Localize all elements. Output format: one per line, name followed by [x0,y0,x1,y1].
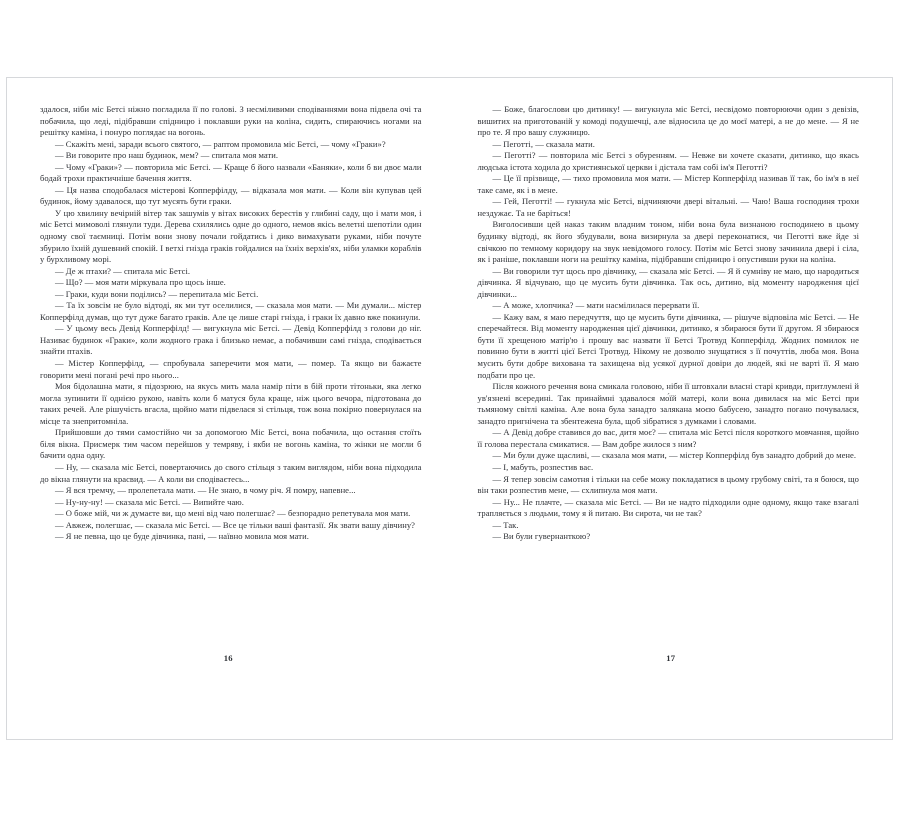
paragraph: — Кажу вам, я маю передчуття, що це мусить бути дівчинка, — рішуче відповіла міс Бетсі. — Не сперечайтеся. Від моменту народження цієї дівчинки, дитинко, я збираюся бути її другом. Я збираюся бути її хрещеною матір'ю і прошу вас назвати її Бетсі Тротвуд Копперфілд. Жодних помилок не повинно бути в житті цієї Бетсі Тротвуд. Нікому не дозволю знущатися з її почуттів, люба моя. Вона мусить бути добре вихована та захищена від усякої дурної довіри до людей, які не варті її. Я маю подбати про це. [477,311,859,380]
paragraph: — Я вся тремчу, — пролепетала мати. — Не знаю, в чому річ. Я помру, напевне... [55,485,356,496]
page-number-left: 16 [223,653,233,663]
page-number-right: 17 [666,653,676,663]
paragraph: — Гей, Пеготті! — гукнула міс Бетсі, відчиняючи двері вітальні. — Чаю! Ваша господиня трохи нездужає. Та не баріться! [477,196,859,218]
paragraph: — Ви були гувернанткою? [492,531,591,542]
right-page-text-body [478,104,860,543]
paragraph: Після кожного речення вона смикала головою, ніби її штовхали власні старі кривди, притлумлені й ув'язнені всередині. Так принаймні здавалося мо́їй матері, коли вона дивилася на міс Бетсі при тьмяному світлі каміна. Але вона була занадто залякана моєю бабусею, занадто погано почувалася, занадто пригнічена та збентежена була, щоб зібратися з думками і словами. [477,381,859,426]
book-page-right [450,78,893,739]
book-spread [6,77,893,740]
paragraph: Виголосивши цей наказ таким владним тоном, ніби вона була визнаною господинею в цьому будинку відтоді, як його збудували, вона визирнула за двері переконатися, чи Пеготті вже йде зі свічкою по темному коридору на звук невідомого голосу. Потім міс Бетсі знову зачинила двері і сіла, як і раніше, поклавши ноги на решітку каміна, підібравши спідницю і опустивши руки на коліна. [477,219,859,265]
paragraph: — Так. [492,519,519,530]
paragraph: — А може, хлопчика? — мати насмілилася перервати її. [492,300,700,311]
paragraph: — Чому «Граки»? — повторила міс Бетсі. — Краще б його назвали «Баняки», коли б ви двоє мали бодай трохи практичніше бачення життя. [40,161,422,184]
paragraph: здалося, ніби міс Бетсі ніжно погладила її по голові. З несміливими сподіваннями вона підвела очі та побачила, що леді, підібравши спідницю і поклавши руки на коліна, сидить, спираючись ногами на решітку каміна, і понуро поглядає на вогонь. [40,104,422,138]
paragraph: — Я тепер зовсім самотня і тільки на себе можу покладатися в цьому грубому світі, та я боюся, що він таки розпестив мене, — схлипнула моя мати. [477,473,859,496]
paragraph: — Ну-ну-ну! — сказала міс Бетсі. — Випийте чаю. [55,496,244,507]
paragraph: — Ця назва сподобалася містерові Копперфілду, — відказала моя мати. — Коли він купував цей будинок, йому здавалося, що тут мусять бути граки. [40,184,422,207]
paragraph: — Скажіть мені, заради всього святого, — раптом промовила міс Бетсі, — чому «Граки»? [55,138,386,149]
paragraph: — Авжеж, полегшає, — сказала міс Бетсі. — Все це тільки ваші фантазії. Як звати вашу дівчину? [55,519,415,530]
paragraph: — Що? — моя мати міркувала про щось інше. [55,277,226,288]
paragraph: У цю хвилину вечірній вітер так зашумів у вітах високих берестів у глибині саду, що і мати моя, і міс Бетсі мимоволі глянули туди. Дерева схилялись одне до одного, немов якісь велетні шепотіли один одному свої таємниці. Потім вони знову почали гойдатись і дико вимахувати руками, ніби почуте збурило їхній душевний спокій. І ветхі гнізда граків гойдалися на їхніх верхів'ях, ніби уламки кораблів у бурхливому морі. [40,207,422,265]
paragraph: — Та їх зовсім не було відтоді, як ми тут оселилися, — сказала моя мати. — Ми думали... містер Копперфілд думав, що тут дуже багато граків. Але це лише старі гнізда, і граки їх давно вже покинули. [40,300,422,322]
paragraph: — Пеготті, — сказала мати. [492,138,595,149]
paragraph: — Боже, благослови цю дитинку! — вигукнула міс Бетсі, несвідомо повторюючи один з девізів, вишитих на приготованій у комоді подушечці, але відносила це до моєї матері, а не до мене. — Я не про те. Я про вашу служницю. [477,104,859,138]
paragraph: — Ну... Не плачте, — сказала міс Бетсі. — Ви не надто підходили одне одному, якщо таке взагалі трапляється з людьми, тому я й питаю. Ви сирота, чи не так? [477,496,859,519]
paragraph: — Граки, куди вони поділись? — перепитала міс Бетсі. [55,288,259,299]
paragraph: — Я не певна, що це буде дівчинка, пані, — наївно мовила моя мати. [55,531,309,542]
book-page-left [7,78,450,739]
paragraph: — А Девід добре ставився до вас, дитя моє? — спитала міс Бетсі після короткого мовчання, щойно її голова перестала смикатися. — Вам добре жилося з ним? [477,427,859,449]
paragraph: Моя бідолашна мати, я підозрюю, на якусь мить мала намір піти в бій проти тітоньки, яка легко могла зупинити її однією рукою, навіть коли б матуся була краще, ніж цього вечора, підготована до таких речей. Але рішучість вгасла, щойно мати підвелася зі стільця, тож вона покірно повернулася на місце та знепритомніла. [40,381,422,426]
left-page-text-body [40,104,422,543]
paragraph: — Ви говорите про наш будинок, мем? — спитала моя мати. [55,150,279,161]
paragraph: — Містер Копперфілд, — спробувала заперечити моя мати, — помер. Та якщо ви бажаєте говорити мені погані речі про нього... [40,358,422,380]
paragraph: — Ми були дуже щасливі, — сказала моя мати, — містер Копперфілд був занадто добрий до мене. [492,450,857,461]
paragraph: — О боже мій, чи ж думаєте ви, що мені від чаю полегшає? — безпорадно репетувала моя мати. [55,508,411,519]
paragraph: — Пеготті? — повторила міс Бетсі з обуренням. — Невже ви хочете сказати, дитинко, що якась людська істота ходила до християнської церкви і дістала там собі ім'я Пеготті? [477,150,859,172]
paragraph: — Ви говорили тут щось про дівчинку, — сказала міс Бетсі. — Я й сумніву не маю, що народиться дівчинка. Я відчуваю, що це мусить бути дівчинка. Так ось, дитино, від моменту народження цієї дівчинки... [477,265,859,299]
paragraph: — Ну, — сказала міс Бетсі, повертаючись до свого стільця з таким виглядом, ніби вона підходила до вікна глянути на красвид. — А коли ви сподіваєтесь... [40,461,422,484]
paragraph: — У цьому весь Девід Копперфілд! — вигукнула міс Бетсі. — Девід Копперфілд з голови до ніг. Називає будинок «Граки», коли жодного грака і близько немає, а побачивши самі гнізда, сподівається знайти птахів. [40,323,422,357]
paragraph: — І, мабуть, розпестив вас. [492,461,594,472]
paragraph: — Це її прізвище, — тихо промовила моя мати. — Містер Копперфілд називав її так, бо ім'я в неї таке саме, як і в мене. [477,173,859,195]
paragraph: — Де ж птахи? — спитала міс Бетсі. [55,265,191,276]
paragraph: Прийшовши до тями самостійно чи за допомогою Міс Бетсі, вона побачила, що остання стоїть біля вікна. Присмерк тим часом перейшов у темряву, і якби не вогонь каміна, то жінки не могли б бачити одна одну. [40,427,422,461]
